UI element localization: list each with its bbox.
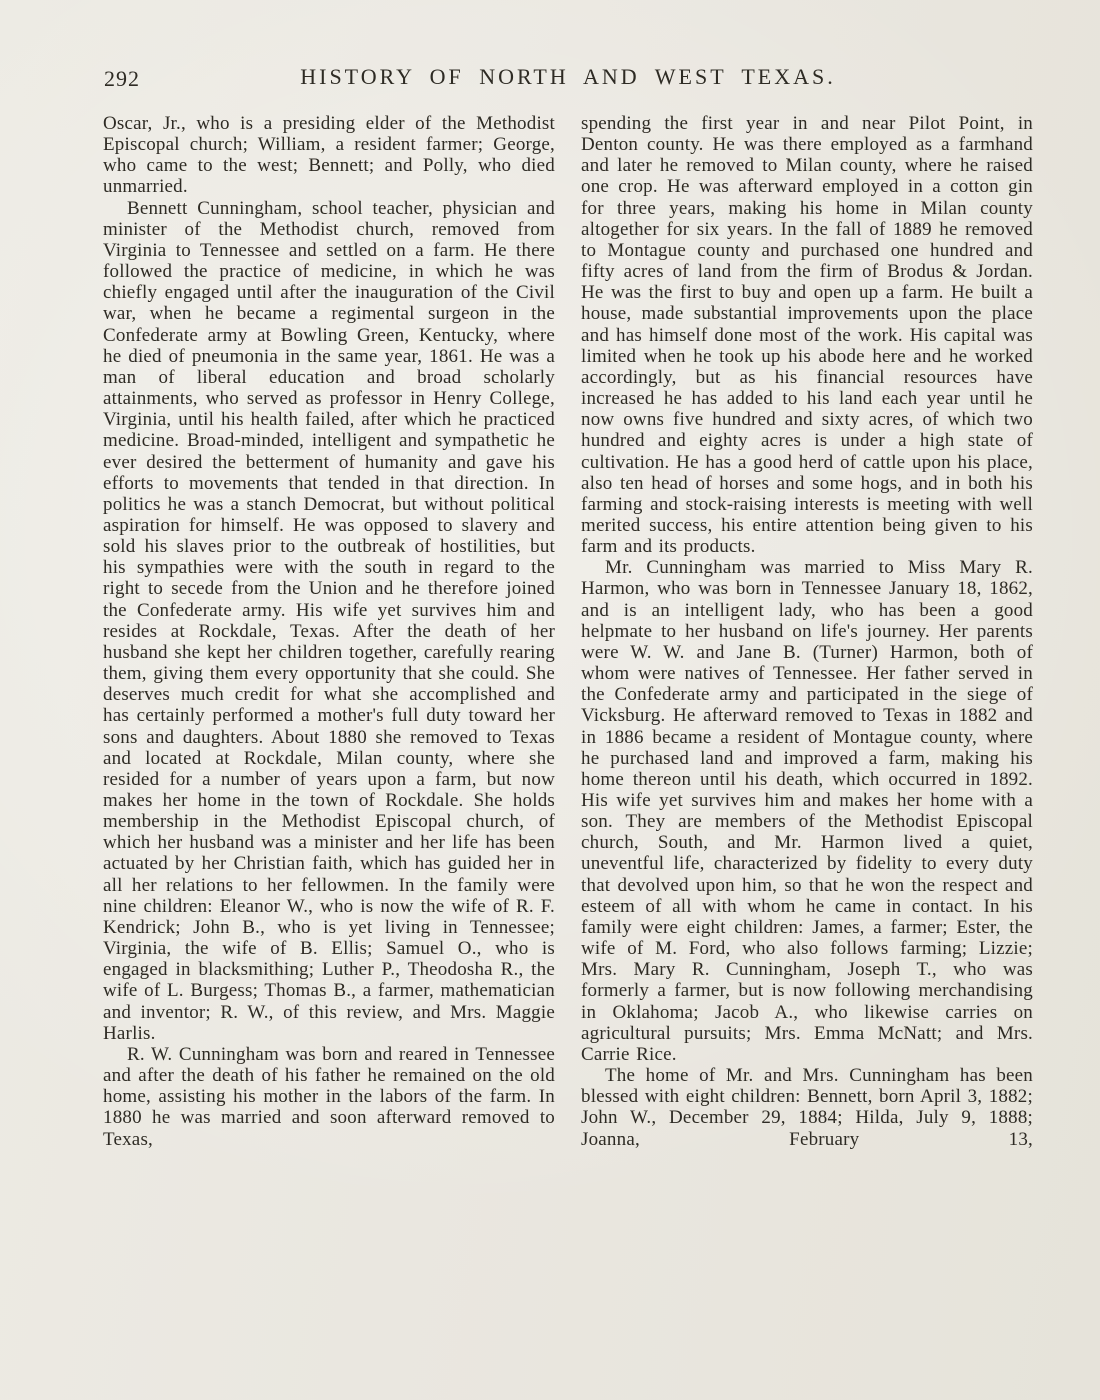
text-columns (103, 113, 1033, 1150)
left-paragraph-bennett-cunningham: Bennett Cunningham, school teacher, physician and minister of the Methodist church, removed from Virginia to Tennessee and settled on a farm. He there followed the practice of medicine, in which he was chiefly engaged until after the inauguration of the Civil war, when he became a regimental surgeon in the Confederate army at Bowling Green, Kentucky, where he died of pneumonia in the same year, 1861. He was a man of liberal education and broad scholarly attainments, who served as professor in Henry College, Virginia, until his health failed, after which he practiced medicine. Broad-minded, intelligent and sympathetic he ever desired the betterment of humanity and gave his efforts to movements that tended in that direction. In politics he was a stanch Democrat, but without political aspiration for himself. He was opposed to slavery and sold his slaves prior to the outbreak of hostilities, but his sympathies were with the south in regard to the right to secede from the Union and he therefore joined the Confederate army. His wife yet survives him and resides at Rockdale, Texas. After the death of her husband she kept her children together, carefully rearing them, giving them every opportunity that she could. She deserves much credit for what she accomplished and has certainly performed a mother's full duty toward her sons and daughters. About 1880 she removed to Texas and located at Rockdale, Milan county, where she resided for a number of years upon a farm, but now makes her home in the town of Rockdale. She holds membership in the Methodist Episcopal church, of which her husband was a minister and her life has been actuated by her Christian faith, which has guided her in all her relations to her fellowmen. In the family were nine children: Eleanor W., who is now the wife of R. F. Kendrick; John B., who is yet living in Tennessee; Virginia, the wife of B. Ellis; Samuel O., who is engaged in blacksmithing; Luther P., Theodosha R., the wife of L. Burgess; Thomas B., a farmer, mathematician and inventor; R. W., of this review, and Mrs. Maggie Harlis. (103, 197, 555, 1044)
left-paragraph-continuation: Oscar, Jr., who is a presiding elder of the Methodist Episcopal church; William, a resident farmer; George, who came to the west; Bennett; and Polly, who died unmarried. (103, 113, 555, 198)
running-header: HISTORY OF NORTH AND WEST TEXAS. (300, 64, 836, 89)
page-number: 292 (104, 66, 140, 91)
left-paragraph-rw-cunningham: R. W. Cunningham was born and reared in Tennessee and after the death of his father he remained on the old home, assisting his mother in the labors of the farm. In 1880 he was married and soon afterward removed to Texas, (103, 1043, 555, 1150)
right-column (581, 113, 1033, 1150)
right-paragraph-children: The home of Mr. and Mrs. Cunningham has been blessed with eight children: Bennett, born April 3, 1882; John W., December 29, 1884; Hilda, July 9, 1888; Joanna, February 13, (581, 1065, 1033, 1150)
right-paragraph-marriage-harmon: Mr. Cunningham was married to Miss Mary R. Harmon, who was born in Tennessee January 18, 1862, and is an intelligent lady, who has been a good helpmate to her husband on life's journey. Her parents were W. W. and Jane B. (Turner) Harmon, both of whom were natives of Tennessee. Her father served in the Confederate army and participated in the siege of Vicksburg. He afterward removed to Texas in 1882 and in 1886 became a resident of Montague county, where he purchased land and improved a farm, making his home thereon until his death, which occurred in 1892. His wife yet survives him and makes her home with a son. They are members of the Methodist Episcopal church, South, and Mr. Harmon lived a quiet, uneventful life, characterized by fidelity to every duty that devolved upon him, so that he won the respect and esteem of all with whom he came in contact. In his family were eight children: James, a farmer; Ester, the wife of M. Ford, who also follows farming; Lizzie; Mrs. Mary R. Cunningham, Joseph T., who was formerly a farmer, but is now following merchandising in Oklahoma; Jacob A., who likewise carries on agricultural pursuits; Mrs. Emma McNatt; and Mrs. Carrie Rice. (581, 557, 1033, 1065)
left-column (103, 113, 555, 1150)
right-paragraph-continuation: spending the first year in and near Pilot Point, in Denton county. He was there employed as a farmhand and later he removed to Milan county, where he raised one crop. He was afterward employed in a cotton gin for three years, making his home in Milan county altogether for six years. In the fall of 1889 he removed to Montague county and purchased one hundred and fifty acres of land from the firm of Brodus & Jordan. He was the first to buy and open up a farm. He built a house, made substantial improvements upon the place and has himself done most of the work. His capital was limited when he took up his abode here and he worked accordingly, but as his financial resources have increased he has added to his land each year until he now owns five hundred and sixty acres, of which two hundred and eighty acres is under a high state of cultivation. He has a good herd of cattle upon his place, also ten head of horses and some hogs, and in both his farming and stock-raising interests is meeting with well merited success, his entire attention being given to his farm and its products. (581, 113, 1033, 558)
